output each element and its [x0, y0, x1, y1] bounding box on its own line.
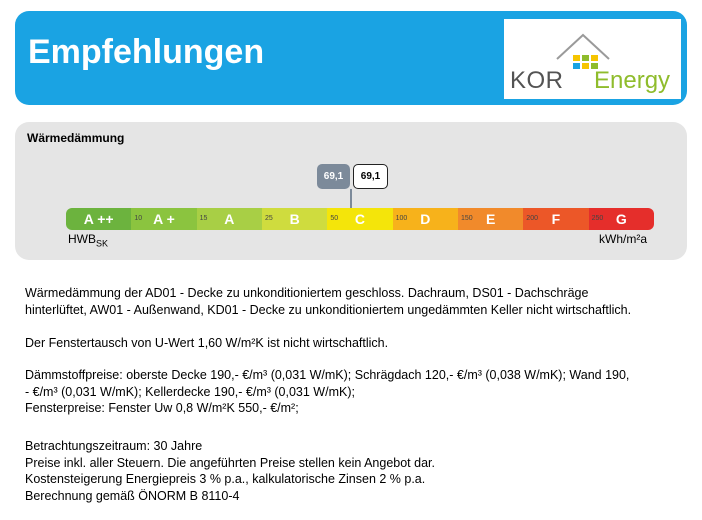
unit-kwh: kWh/m²a — [599, 232, 647, 246]
energy-class-segment — [393, 208, 458, 230]
logo-energy-text: Energy — [594, 67, 671, 94]
segment-threshold: 25 — [264, 215, 273, 222]
segment-threshold: 15 — [199, 215, 208, 222]
energy-class-segment — [66, 208, 131, 230]
segment-threshold: 250 — [591, 215, 604, 222]
energy-class-segment — [262, 208, 327, 230]
text-line: - €/m³ (0,031 W/mK); Kellerdecke 190,- €/m³ (0,031 W/mK); — [25, 384, 355, 399]
energy-class-segment — [197, 208, 262, 230]
marker-current-value: 69,1 — [317, 164, 350, 189]
price-paragraph — [25, 367, 685, 417]
energy-class-segment — [589, 208, 654, 230]
segment-threshold: 150 — [460, 215, 473, 222]
text-line: Fensterpreise: Fenster Uw 0,8 W/m²K 550,- €/m²; — [25, 401, 299, 415]
text-line: Berechnung gemäß ÖNORM B 8110-4 — [25, 488, 240, 503]
segment-class-label: G — [615, 211, 627, 227]
panel-title: Wärmedämmung — [27, 131, 125, 145]
header-banner — [15, 11, 687, 105]
segment-threshold: 50 — [330, 215, 339, 222]
unit-hwb-main: HWB — [68, 232, 96, 246]
logo-kor-text: KOR — [510, 67, 564, 94]
unit-hwb — [68, 232, 108, 248]
segment-class-label: A + — [153, 211, 175, 227]
text-line: Dämmstoffpreise: oberste Decke 190,- €/m³ (0,031 W/mK); Schrägdach 120,- €/m³ (0,038 W/mK); Wand 190, — [25, 368, 630, 382]
recommendation-paragraph-2 — [25, 335, 685, 352]
segment-class-label: A — [224, 211, 235, 227]
text-line: Der Fenstertausch von U-Wert 1,60 W/m²K ist nicht wirtschaftlich. — [25, 336, 389, 350]
energy-class-segment — [458, 208, 523, 230]
page-title: Empfehlungen — [28, 33, 265, 71]
segment-class-label: E — [485, 211, 496, 227]
insulation-panel — [15, 122, 687, 260]
energy-class-segment — [131, 208, 196, 230]
energy-class-scale — [66, 208, 654, 230]
segment-class-label: C — [354, 211, 366, 227]
house-icon — [549, 29, 619, 69]
segment-class-label: F — [551, 211, 561, 227]
text-line: Wärmedämmung der AD01 - Decke zu unkonditioniertem geschloss. Dachraum, DS01 - Dachschräge — [25, 286, 589, 300]
energy-class-segment — [523, 208, 588, 230]
segment-threshold: 200 — [526, 215, 538, 222]
kor-energy-logo — [504, 19, 681, 99]
segment-class-label: D — [420, 211, 431, 227]
unit-hwb-sub: SK — [96, 238, 109, 249]
energy-class-segment — [327, 208, 392, 230]
text-line: Kostensteigerung Energiepreis 3 % p.a., kalkulatorische Zinsen 2 % p.a. — [25, 472, 426, 486]
text-line: Preise inkl. aller Steuern. Die angeführten Preise stellen kein Angebot dar. — [25, 455, 435, 470]
segment-threshold: 100 — [395, 215, 408, 222]
text-line: hinterlüftet, AW01 - Außenwand, KD01 - Decke zu unkonditioniertem ungedämmten Keller nicht wirtschaftlich. — [25, 302, 632, 317]
segment-class-label: A ++ — [83, 211, 114, 227]
text-line: Betrachtungszeitraum: 30 Jahre — [25, 439, 203, 453]
segment-threshold: 10 — [134, 215, 143, 222]
marker-target-value: 69,1 — [353, 164, 388, 189]
segment-class-label: B — [289, 211, 300, 227]
recommendation-paragraph-1 — [25, 285, 685, 318]
assumptions-paragraph — [25, 438, 685, 504]
